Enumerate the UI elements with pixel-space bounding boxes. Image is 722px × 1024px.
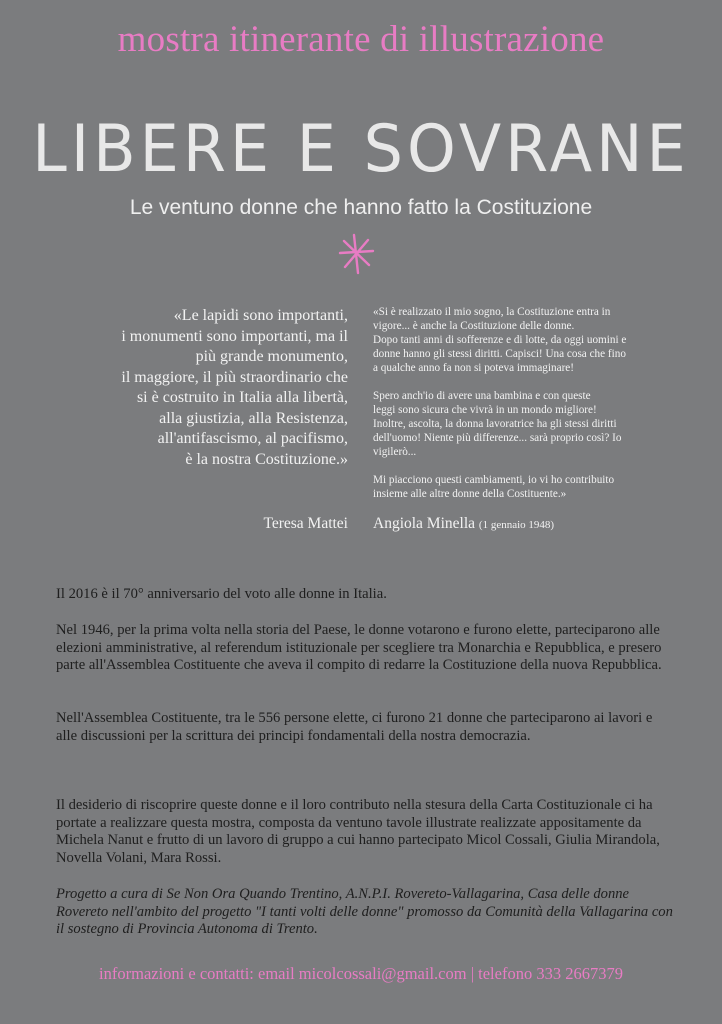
paragraph-1946: Nel 1946, per la prima volta nella storia del Paese, le donne votarono e furono elette, parteciparono alle elezioni amministrative, al referendum istituzionale per scegliere tra Monarchia e Repubblica, e presero parte all'Assemblea Costituente che aveva il compito di redarre la Costituzione della nuova Repubblica. <box>56 622 662 673</box>
paragraph-anniversary: Il 2016 è il 70° anniversario del voto alle donne in Italia. <box>56 586 387 602</box>
top-title: mostra itinerante di illustrazione <box>117 19 605 60</box>
quote-teresa-mattei: «Le lapidi sono importanti, i monumenti sono importanti, ma il più grande monumento, il maggiore, il più straordinario che si è costruito in Italia alla libertà, alla giustizia, alla Resistenza, all'antifascismo, al pacifismo, è la nostra Costituzione.» <box>121 307 348 468</box>
quote-angiola-minella: «Si è realizzato il mio sogno, la Costituzione entra in vigore... è anche la Costituzione delle donne. Dopo tanti anni di sofferenze e di lotte, da oggi uomini e donne hanno gli stessi diritti. Capisci! Una cosa che fino a qualche anno fa non si poteva immaginare! Spero anch'io di avere una bambina e con queste leggi sono sicura che vivrà in un mondo migliore! Inoltre, ascolta, la donna lavoratrice ha gli stessi diritti dell'uomo! Niente più differenze... sarà proprio così? Io vigilerò... Mi piacciono questi cambiamenti, io vi ho contribuito insieme alle altre donne della Costituente.» <box>373 306 627 500</box>
asterisk-icon <box>336 232 376 276</box>
footer-contacts: informazioni e contatti: email micolcossali@gmail.com | telefono 333 2667379 <box>99 964 623 983</box>
author-teresa-mattei: Teresa Mattei <box>263 515 348 532</box>
paragraph-assemblea: Nell'Assemblea Costituente, tra le 556 persone elette, ci furono 21 donne che parteciparono ai lavori e alle discussioni per la scrittura dei principi fondamentali della nostra democrazia. <box>56 710 653 744</box>
main-title: LIBERE E SOVRANE <box>32 110 690 187</box>
paragraph-mostra: Il desiderio di riscoprire queste donne e il loro contributo nella stesura della Carta Costituzionale ci ha portate a realizzare questa mostra, composta da ventuno tavole illustrate realizzate appositamente da Michela Nanut e frutto di un lavoro di gruppo a cui hanno partecipato Micol Cossali, Giulia Mirandola, Novella Volani, Mara Rossi. <box>56 797 660 866</box>
paragraph-progetto: Progetto a cura di Se Non Ora Quando Trentino, A.N.P.I. Rovereto-Vallagarina, Casa delle donne Rovereto nell'ambito del progetto "I tanti volti delle donne" promosso da Comunità della Vallagarina con il sostegno di Provincia Autonoma di Trento. <box>56 886 673 937</box>
author-name: Angiola Minella <box>373 515 476 532</box>
quote-date: (1 gennaio 1948) <box>478 519 555 531</box>
author-angiola-minella <box>373 515 554 533</box>
subtitle: Le ventuno donne che hanno fatto la Costituzione <box>129 196 593 219</box>
